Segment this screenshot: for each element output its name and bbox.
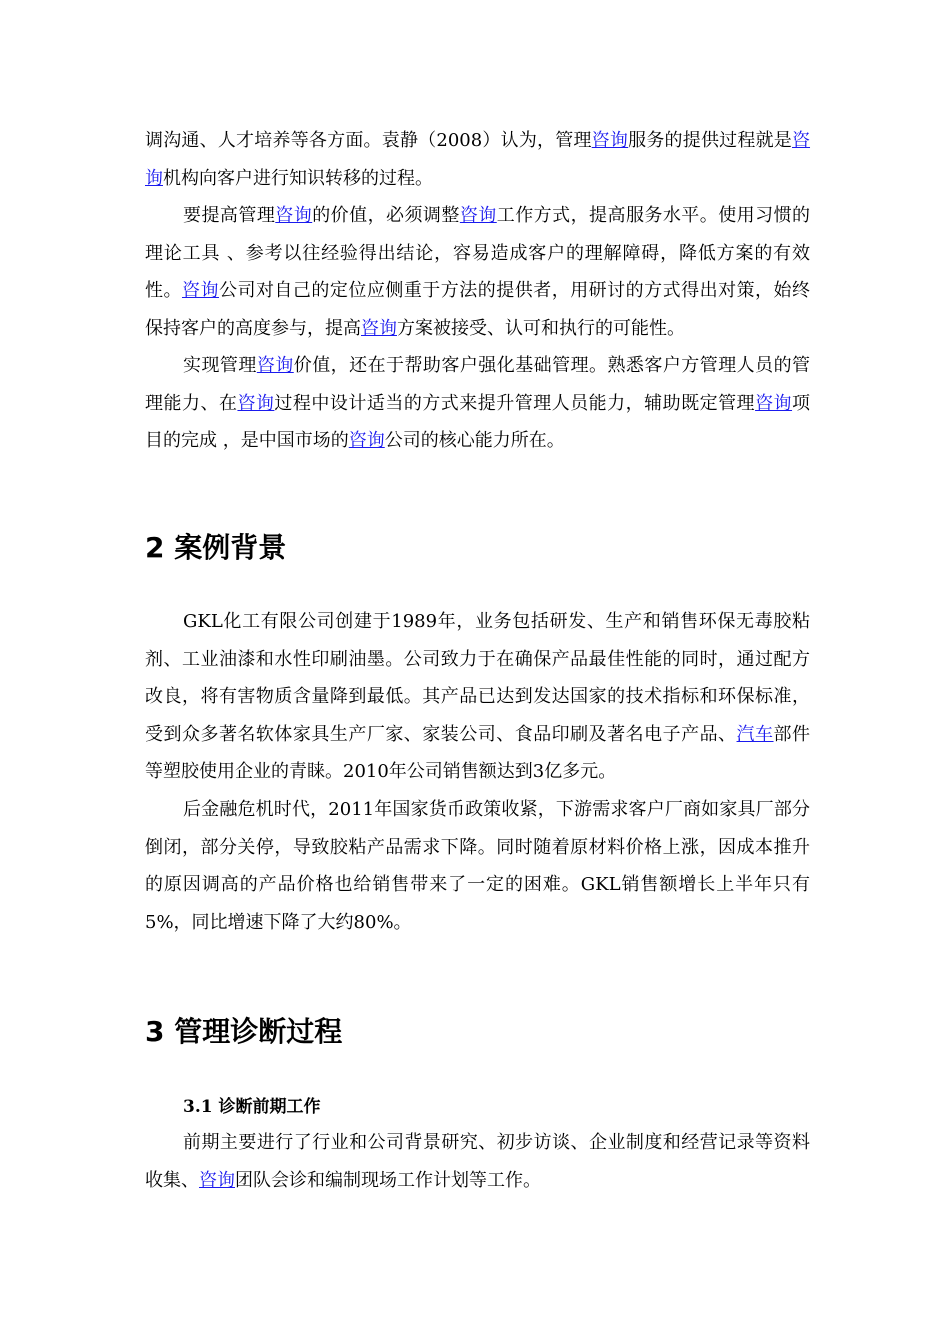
link-consulting[interactable]: 咨询	[199, 1169, 235, 1191]
link-consulting[interactable]: 咨询	[275, 205, 313, 226]
link-consulting[interactable]: 咨询	[361, 317, 397, 339]
link-consulting[interactable]: 咨询	[181, 280, 219, 301]
paragraph-company-profile	[145, 603, 810, 791]
section-heading-diagnosis-process: 3 管理诊断过程	[145, 1015, 343, 1048]
text-segment: 调沟通、人才培养等各方面。袁静（2008）认为，管理	[145, 130, 592, 151]
link-consulting[interactable]: 咨询	[459, 205, 497, 226]
text-segment: 团队会诊和编制现场工作计划等工作。	[235, 1169, 541, 1191]
text-segment: 价值，还在于帮助客户强化基础管理。熟悉客户方管理人员的管理能力、在	[145, 355, 811, 414]
text-segment: 工作方式，提高服务水平。使用习惯的理论工具 、参考以往经验得出结论，容易造成客户的理解障碍，降低方案的有效性。	[145, 205, 811, 301]
link-consulting[interactable]: 咨询	[237, 392, 275, 414]
subsection-heading-preliminary-work: 3.1 诊断前期工作	[183, 1097, 321, 1117]
text-segment: 过程中设计适当的方式来提升管理人员能力，辅助既定管理	[274, 392, 756, 414]
paragraph-post-crisis	[145, 791, 810, 941]
text-segment: 方案被接受、认可和执行的可能性。	[397, 317, 685, 339]
link-consulting[interactable]: 咨询	[591, 130, 629, 151]
paragraph-consulting-value	[145, 197, 810, 347]
text-segment: 公司的核心能力所在。	[384, 430, 565, 451]
text-segment: 实现管理	[183, 355, 257, 376]
text-segment: 机构向客户进行知识转移的过程。	[163, 167, 433, 189]
paragraph-consulting-process	[145, 122, 810, 197]
text-segment: 公司对自己的定位应侧重于方法的提供者，用研讨的方式得出对策，始终保持客户的高度参与，提高	[145, 280, 811, 339]
link-consulting[interactable]: 咨询	[755, 392, 793, 414]
text-segment: 后金融危机时代，2011年国家货币政策收紧，下游需求客户厂商如家具厂部分倒闭，部分关停，导致胶粘产品需求下降。同时随着原材料价格上涨，因成本推升的原因调高的产品价格也给销售带来了一定的困难。GKL销售额增长上半年只有5%，同比增速下降了大约80%。	[145, 799, 810, 933]
link-consulting[interactable]: 咨询	[256, 355, 294, 376]
text-segment: 的价值，必须调整	[312, 205, 460, 226]
text-segment: GKL化工有限公司创建于1989年，业务包括研发、生产和销售环保无毒胶粘剂、工业油漆和水性印刷油墨。公司致力于在确保产品最佳性能的同时，通过配方改良，将有害物质含量降到最低。其产品已达到发达国家的技术指标和环保标准，受到众多著名软体家具生产厂家、家装公司、食品印刷及著名电子产品、	[145, 611, 810, 745]
link-automobile[interactable]: 汽车	[736, 723, 774, 745]
text-segment: 服务的提供过程就是	[628, 130, 793, 151]
link-consulting[interactable]: 咨询	[348, 430, 385, 451]
text-segment: 前期主要进行了行业和公司背景研究、初步访谈、企业制度和经营记录等资料收集、	[145, 1132, 810, 1191]
text-segment: 要提高管理	[183, 205, 276, 226]
paragraph-core-capability	[145, 347, 810, 460]
section-heading-case-background: 2 案例背景	[145, 531, 287, 564]
link-consulting[interactable]: 咨询	[145, 130, 811, 189]
text-segment: 部件等塑胶使用企业的青睐。2010年公司销售额达到3亿多元。	[145, 723, 811, 782]
paragraph-preliminary-work	[145, 1124, 810, 1199]
text-segment: 项目的完成 ，是中国市场的	[145, 392, 811, 451]
